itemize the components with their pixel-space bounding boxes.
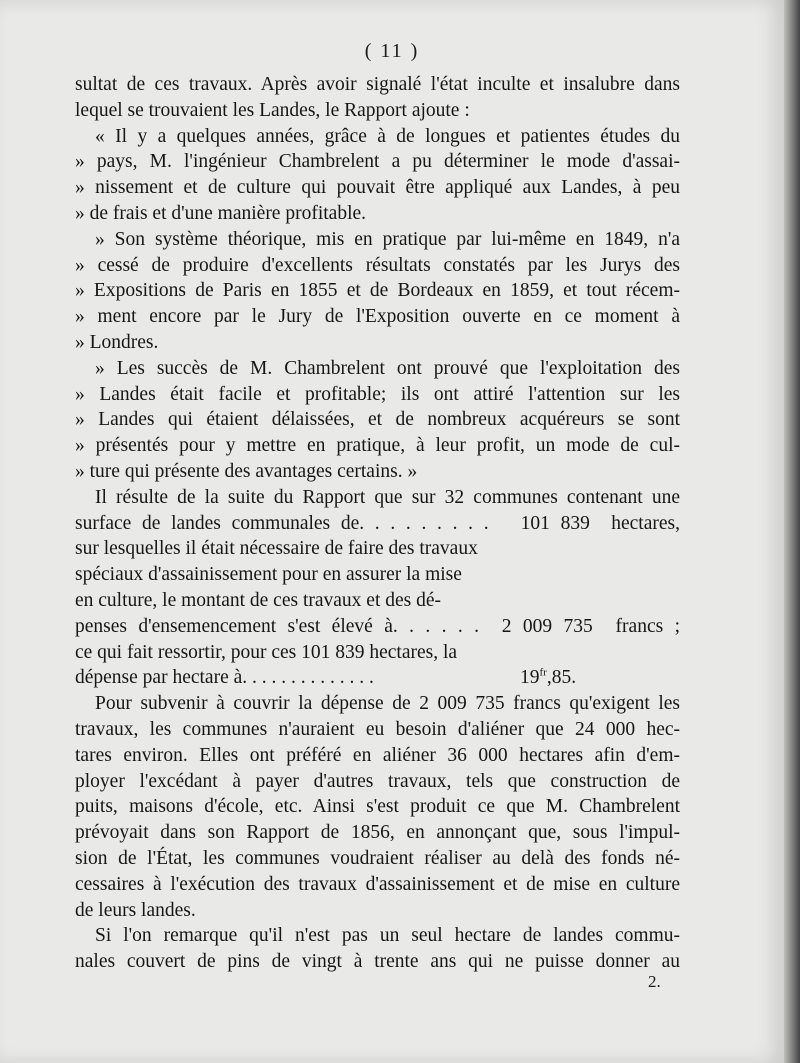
text-line: surface de landes communales de. . . . . . . . . 101 839 hectares, bbox=[75, 512, 680, 534]
text-line: spéciaux d'assainissement pour en assurer la mise bbox=[75, 564, 462, 586]
text-line: sur lesquelles il était nécessaire de faire des travaux bbox=[75, 538, 478, 560]
text-line: ployer l'excédant à payer d'autres travaux, tels que construction de bbox=[75, 770, 680, 792]
text-line: » présentés pour y mettre en pratique, à leur profit, un mode de cul- bbox=[75, 435, 680, 457]
text-line: tares environ. Elles ont préféré en aliéner 36 000 hectares afin d'em- bbox=[75, 744, 680, 766]
text-line: Si l'on remarque qu'il n'est pas un seul hectare de landes commu- bbox=[95, 925, 680, 947]
text-line: » Londres. bbox=[75, 331, 159, 353]
text-line: Pour subvenir à couvrir la dépense de 2 009 735 francs qu'exigent les bbox=[95, 693, 680, 715]
text-line: » Les succès de M. Chambrelent ont prouvé que l'exploitation des bbox=[95, 357, 680, 379]
text-line: » pays, M. l'ingénieur Chambrelent a pu déterminer le mode d'assai- bbox=[75, 151, 680, 173]
cost-label: dépense par hectare à. . . . . . . . . . . . . . bbox=[75, 667, 374, 689]
text-line: cessaires à l'exécution des travaux d'assainissement et de mise en culture bbox=[75, 873, 680, 895]
text-line: penses d'ensemencement s'est élevé à. . . . . . 2 009 735 francs ; bbox=[75, 615, 680, 637]
text-line: nales couvert de pins de vingt à trente ans qui ne puisse donner au bbox=[75, 951, 680, 973]
text-line: » Landes était facile et profitable; ils ont attiré l'attention sur les bbox=[75, 383, 680, 405]
text-line: de leurs landes. bbox=[75, 899, 196, 921]
text-line: en culture, le montant de ces travaux et des dé- bbox=[75, 589, 442, 611]
text-line: ce qui fait ressortir, pour ces 101 839 hectares, la bbox=[75, 641, 458, 663]
text-line-cost bbox=[75, 665, 680, 691]
signature-mark: 2. bbox=[648, 972, 661, 991]
page-number: ( 11 ) bbox=[364, 40, 420, 62]
cost-decimals: ,85. bbox=[546, 667, 577, 689]
text-line: » nissement et de culture qui pouvait être appliqué aux Landes, à peu bbox=[75, 177, 680, 199]
text-line: lequel se trouvaient les Landes, le Rapport ajoute : bbox=[75, 99, 470, 121]
text-line: prévoyait dans son Rapport de 1856, en annonçant que, sous l'impul- bbox=[75, 822, 680, 844]
text-line: travaux, les communes n'auraient eu besoin d'aliéner que 24 000 hec- bbox=[75, 718, 680, 740]
body-text bbox=[75, 72, 680, 975]
text-line: » Son système théorique, mis en pratique par lui-même en 1849, n'a bbox=[95, 228, 680, 250]
text-line: » cessé de produire d'excellents résultats constatés par les Jurys des bbox=[75, 254, 680, 276]
text-line: » Expositions de Paris en 1855 et de Bordeaux en 1859, et tout récem- bbox=[75, 280, 680, 302]
text-line: » ment encore par le Jury de l'Exposition ouverte en ce moment à bbox=[75, 306, 680, 328]
cost-value: 19 bbox=[520, 667, 540, 689]
text-line: « Il y a quelques années, grâce à de longues et patientes études du bbox=[95, 125, 680, 147]
scan-edge bbox=[784, 0, 800, 1063]
text-line: sion de l'État, les communes voudraient réaliser au delà des fonds né- bbox=[75, 847, 680, 869]
cost-unit: fr bbox=[539, 666, 547, 679]
text-line: sultat de ces travaux. Après avoir signalé l'état inculte et insalubre dans bbox=[75, 74, 680, 95]
cost-per-hectare bbox=[520, 665, 576, 691]
text-line: Il résulte de la suite du Rapport que sur 32 communes contenant une bbox=[95, 486, 680, 508]
text-line: » de frais et d'une manière profitable. bbox=[75, 202, 367, 224]
text-line: » Landes qui étaient délaissées, et de nombreux acquéreurs se sont bbox=[75, 409, 680, 431]
text-line: » ture qui présente des avantages certains. » bbox=[75, 460, 418, 482]
text-line: puits, maisons d'école, etc. Ainsi s'est produit ce que M. Chambrelent bbox=[75, 796, 680, 818]
